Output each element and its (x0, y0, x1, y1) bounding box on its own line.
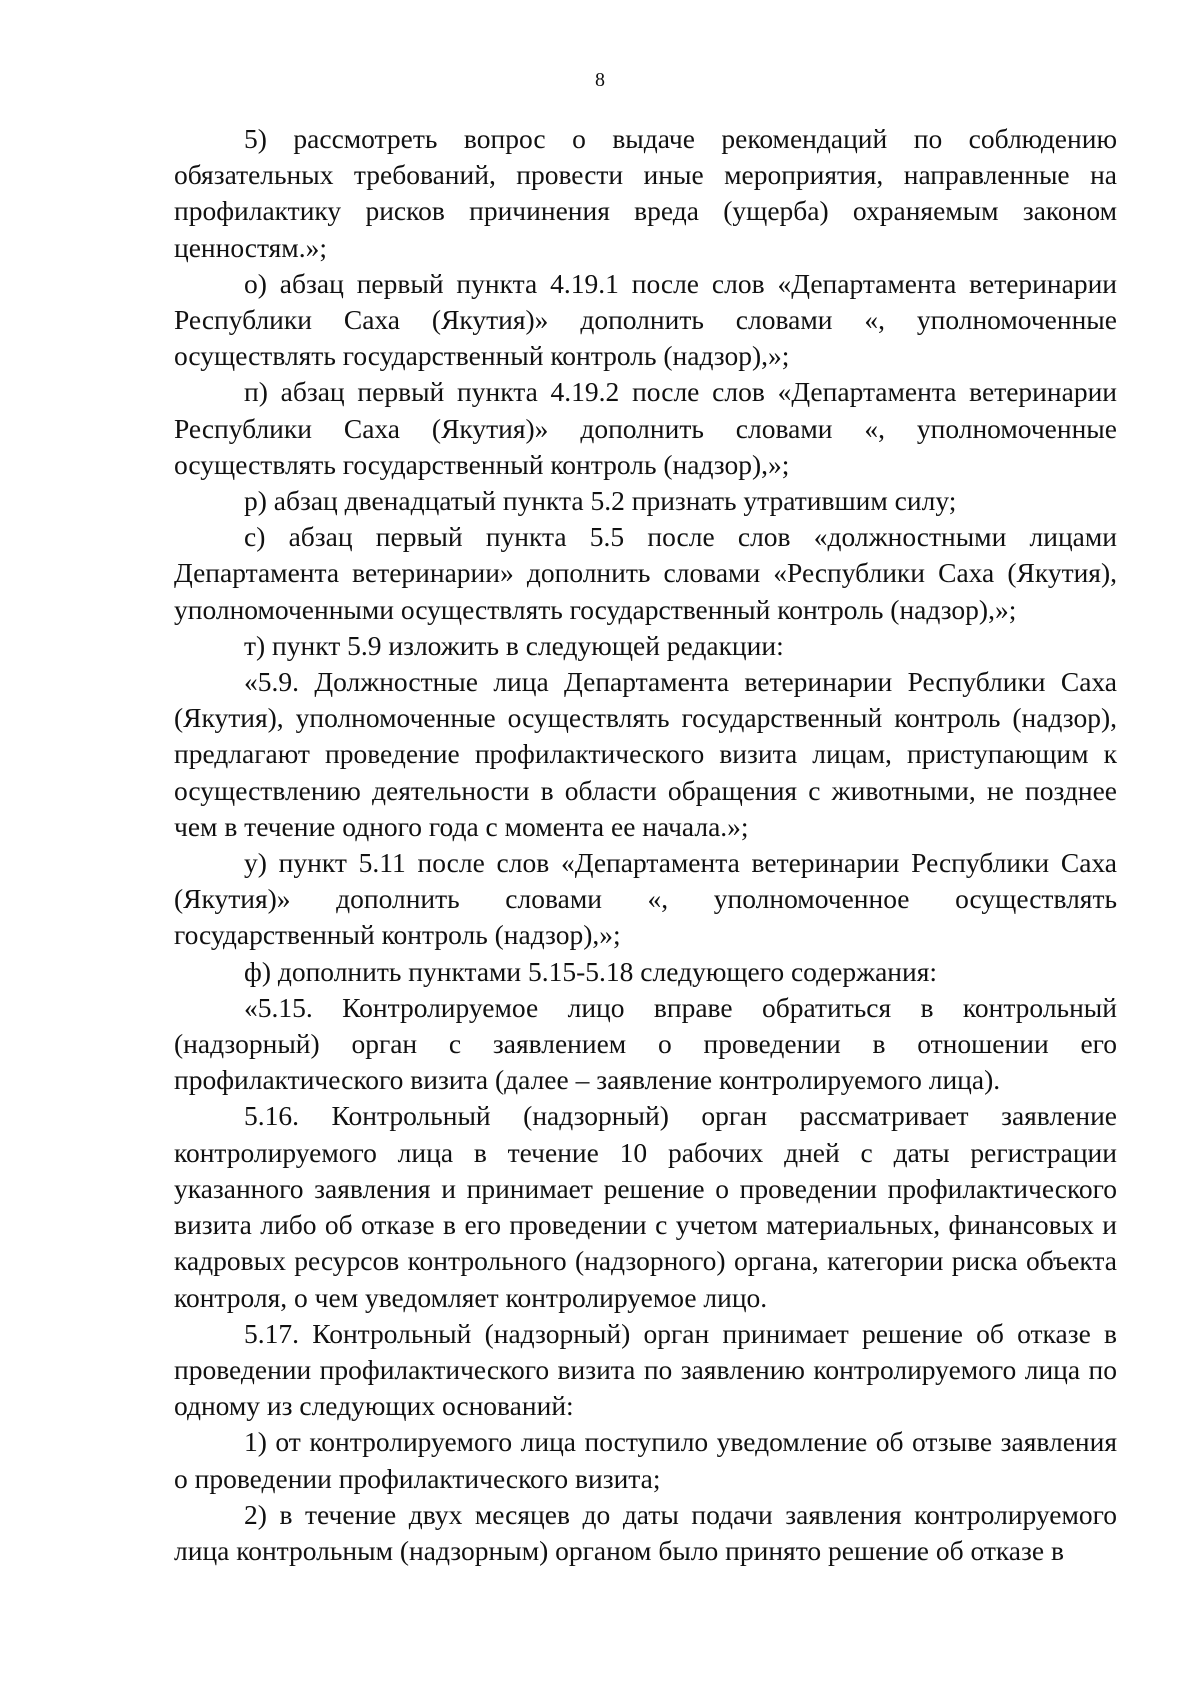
paragraph-subitem-r: р) абзац двенадцатый пункта 5.2 признать утратившим силу; (244, 485, 957, 517)
paragraph-subitem-u: у) пункт 5.11 после слов «Департамента ветеринарии Республики Саха (Якутия)» дополнить словами «, уполномоченное осуществлять государственный контроль (надзор),»; (174, 847, 1117, 951)
paragraph-clause-5-9: «5.9. Должностные лица Департамента ветеринарии Республики Саха (Якутия), уполномоченные осуществлять государственный контроль (надзор), предлагают проведение профилактического визита лицам, приступающим к осуществлению деятельности в области обращения с животными, не позднее чем в течение одного года с момента ее начала.»; (174, 666, 1117, 842)
page-number: 8 (595, 69, 605, 91)
paragraph-item-5: 5) рассмотреть вопрос о выдаче рекомендаций по соблюдению обязательных требований, провести иные мероприятия, направленные на профилактику рисков причинения вреда (ущерба) охраняемым законом ценностям.»; (174, 123, 1117, 263)
paragraph-subitem-p: п) абзац первый пункта 4.19.2 после слов «Департамента ветеринарии Республики Саха (Якутия)» дополнить словами «, уполномоченные осуществлять государственный контроль (надзор),»; (174, 376, 1117, 480)
paragraph-clause-5-15: «5.15. Контролируемое лицо вправе обратиться в контрольный (надзорный) орган с заявлением о проведении в отношении его профилактического визита (далее – заявление контролируемого лица). (174, 991, 1117, 1096)
paragraph-subitem-t: т) пункт 5.9 изложить в следующей редакции: (244, 629, 784, 661)
paragraph-subitem-s: с) абзац первый пункта 5.5 после слов «должностными лицами Департамента ветеринарии» дополнить словами «Республики Саха (Якутия), уполномоченными осуществлять государственный контроль (надзор),»; (174, 521, 1117, 625)
paragraph-ground-1: 1) от контролируемого лица поступило уведомление об отзыве заявления о проведении профилактического визита; (174, 1426, 1117, 1494)
paragraph-clause-5-16: 5.16. Контрольный (надзорный) орган рассматривает заявление контролируемого лица в течение 10 рабочих дней с даты регистрации указанного заявления и принимает решение о проведении профилактического визита либо об отказе в его проведении с учетом материальных, финансовых и кадровых ресурсов контрольного (надзорного) органа, категории риска объекта контроля, о чем уведомляет контролируемое лицо. (174, 1100, 1117, 1313)
paragraph-ground-2: 2) в течение двух месяцев до даты подачи заявления контролируемого лица контрольным (надзорным) органом было принято решение об отказе в (174, 1498, 1117, 1566)
paragraph-clause-5-17: 5.17. Контрольный (надзорный) орган принимает решение об отказе в проведении профилактического визита по заявлению контролируемого лица по одному из следующих оснований: (174, 1317, 1117, 1422)
document-body (174, 121, 1117, 1569)
paragraph-subitem-o: о) абзац первый пункта 4.19.1 после слов «Департамента ветеринарии Республики Саха (Якутия)» дополнить словами «, уполномоченные осуществлять государственный контроль (надзор),»; (174, 267, 1117, 372)
paragraph-subitem-f: ф) дополнить пунктами 5.15-5.18 следующего содержания: (244, 955, 938, 987)
